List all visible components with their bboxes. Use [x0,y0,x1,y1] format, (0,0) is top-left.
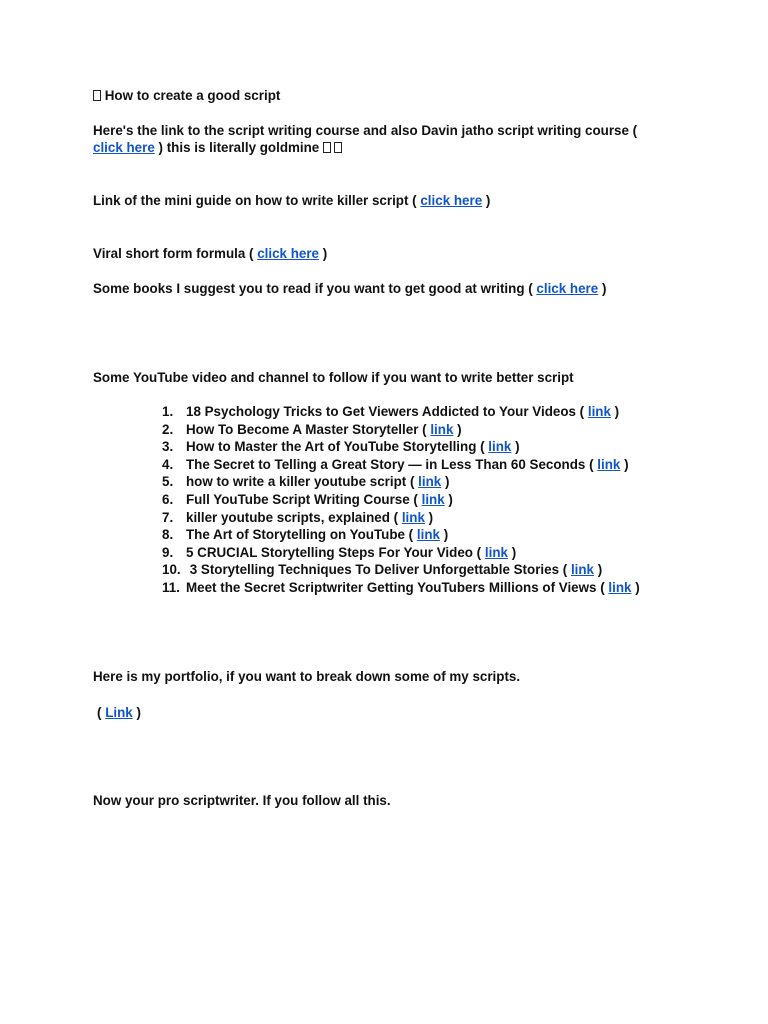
video-link[interactable]: link [421,491,445,507]
video-title: killer youtube scripts, explained ( [186,509,399,525]
video-title: 3 Storytelling Techniques To Deliver Unforgettable Stories ( [186,562,568,578]
list-number: 5. [162,474,174,490]
course-paragraph [93,122,683,156]
list-number: 11. [162,579,180,595]
video-title: The Art of Storytelling on YouTube ( [186,527,414,543]
portfolio-link[interactable]: Link [105,705,133,720]
list-close: ) [635,579,640,595]
list-number: 9. [162,544,174,560]
list-close: ) [515,439,520,455]
mini-guide-paragraph [93,192,490,209]
list-item [162,526,640,544]
list-close: ) [624,456,629,472]
list-number: 8. [162,527,174,543]
portfolio-text: Here is my portfolio, if you want to break down some of my scripts. [93,669,521,684]
list-close: ) [428,509,434,525]
mini-guide-link[interactable]: click here [420,193,483,208]
missing-glyph-icon [323,142,331,153]
list-number: 4. [162,456,174,472]
list-close: ) [444,474,450,490]
books-paragraph [93,280,606,297]
portfolio-close: ) [136,705,141,720]
list-item [162,473,640,491]
video-title: Full YouTube Script Writing Course ( [186,491,418,507]
viral-close: ) [322,246,328,261]
video-link[interactable]: link [587,404,611,419]
list-close: ) [614,404,620,419]
list-number: 1. [162,404,174,419]
course-text-after: ) this is literally goldmine [158,140,320,155]
portfolio-open: ( [97,705,102,720]
video-title: How To Become A Master Storyteller ( [186,421,427,437]
list-close: ) [448,491,453,507]
video-link[interactable]: link [401,509,425,525]
list-item [162,544,640,562]
video-link[interactable]: link [484,544,508,560]
list-item [162,509,640,527]
list-number: 3. [162,439,174,455]
viral-link[interactable]: click here [257,246,319,261]
course-link[interactable]: click here [93,140,155,155]
video-title: 5 CRUCIAL Storytelling Steps For Your Video ( [186,544,482,560]
list-item [162,403,640,421]
portfolio-link-line [97,704,141,721]
viral-text: Viral short form formula ( [93,246,254,261]
list-close: ) [443,527,449,543]
books-link[interactable]: click here [536,281,599,296]
list-item [162,456,640,474]
heading-text: How to create a good script [104,88,281,103]
youtube-intro: Some YouTube video and channel to follow if you want to write better script [93,370,574,385]
heading-line [93,87,280,104]
books-text: Some books I suggest you to read if you want to get good at writing ( [93,281,533,296]
video-link[interactable]: link [418,474,442,490]
closing-text: Now your pro scriptwriter. If you follow all this. [93,793,391,808]
video-title: how to write a killer youtube script ( [186,474,415,490]
video-list [162,403,640,597]
video-title: Meet the Secret Scriptwriter Getting YouTubers Millions of Views ( [186,579,605,595]
list-item [162,438,640,456]
list-item [162,421,640,439]
video-link[interactable]: link [488,439,512,455]
list-number: 10. [162,562,181,578]
list-number: 2. [162,421,174,437]
mini-guide-close: ) [485,193,491,208]
video-title: The Secret to Telling a Great Story — in Less Than 60 Seconds ( [186,456,594,472]
list-close: ) [597,562,603,578]
mini-guide-text: Link of the mini guide on how to write killer script ( [93,193,417,208]
video-link[interactable]: link [608,579,632,595]
video-link[interactable]: link [597,456,621,472]
list-item [162,579,640,597]
video-link[interactable]: link [430,421,454,437]
list-close: ) [511,544,517,560]
video-title: 18 Psychology Tricks to Get Viewers Addicted to Your Videos ( [186,404,585,419]
video-link[interactable]: link [570,562,595,578]
video-title: How to Master the Art of YouTube Storytelling ( [186,439,485,455]
list-number: 7. [162,509,174,525]
list-item [162,561,640,579]
missing-glyph-icon [334,142,342,153]
video-link[interactable]: link [416,527,440,543]
course-text: Here's the link to the script writing course and also Davin jatho script writing course ( [93,123,638,138]
list-close: ) [457,421,462,437]
list-item [162,491,640,509]
books-close: ) [601,281,607,296]
viral-paragraph [93,245,327,262]
list-number: 6. [162,491,174,507]
missing-glyph-icon [93,90,101,101]
